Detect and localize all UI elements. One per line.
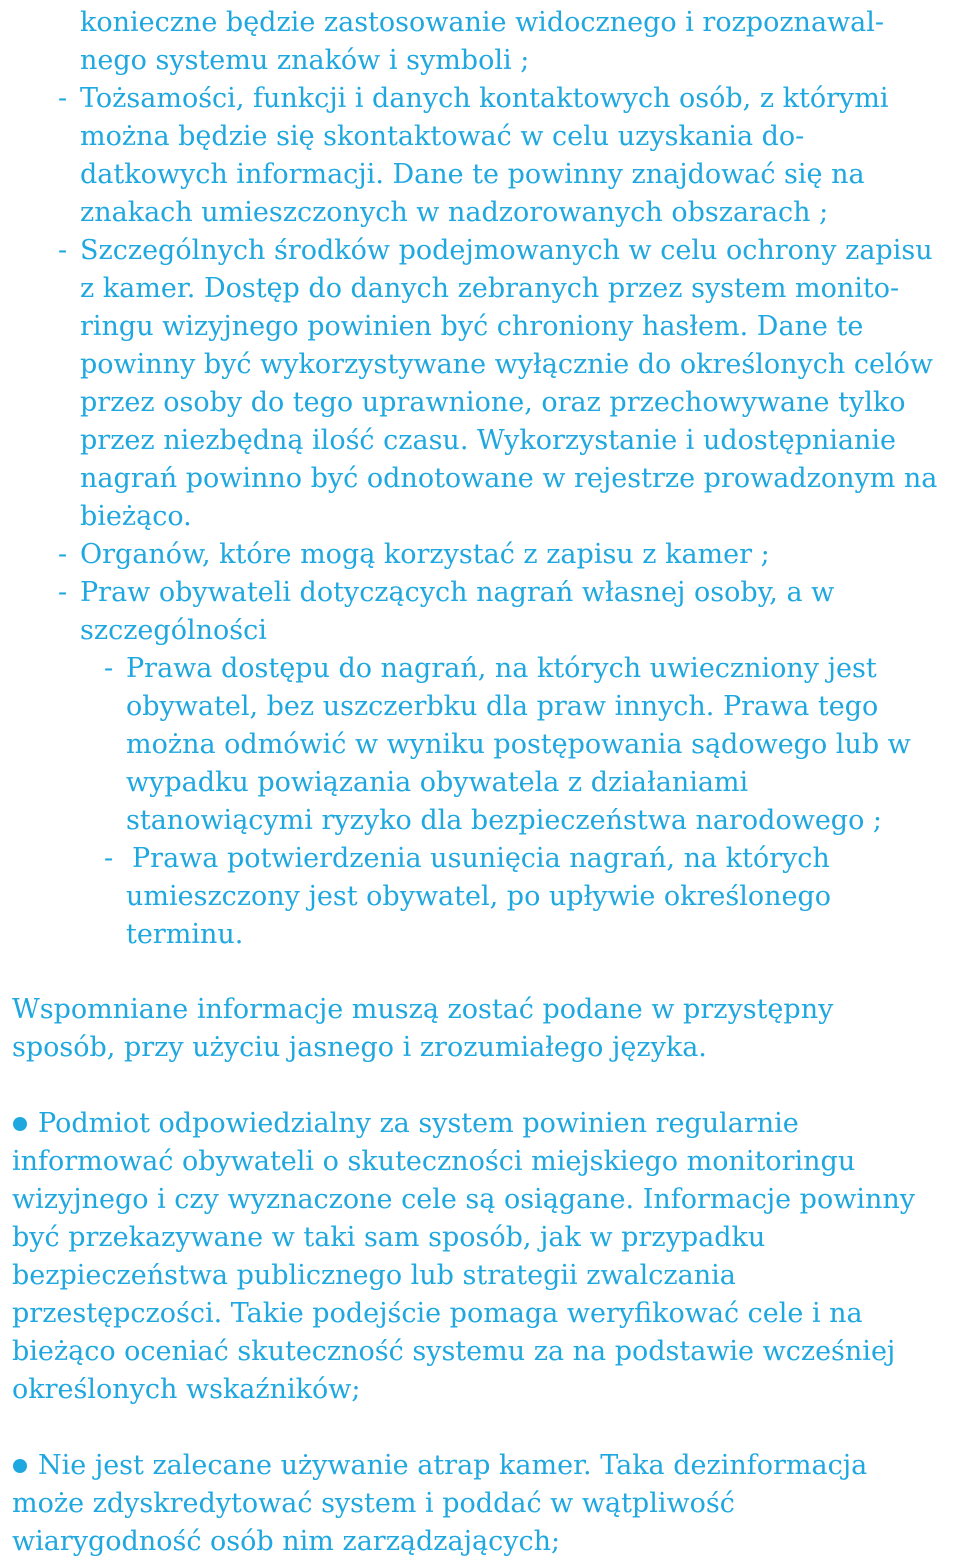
list-item-line: przez osoby do tego uprawnione, oraz przechowywane tylko [80, 387, 906, 418]
bullet-line: wizyjnego i czy wyznaczone cele są osiągane. Informacje powinny [12, 1184, 915, 1215]
list-item-line: nego systemu znaków i symboli ; [80, 45, 530, 76]
bullet-line: być przekazywane w taki sam sposób, jak w przypadku [12, 1222, 766, 1253]
list-item-line: przez niezbędną ilość czasu. Wykorzystanie i udostępnianie [80, 425, 897, 456]
bullet-dot-icon [13, 1459, 27, 1473]
list-item-line: Szczególnych środków podejmowanych w celu ochrony zapisu [80, 235, 933, 266]
sublist-item-line: Prawa dostępu do nagrań, na których uwieczniony jest [126, 653, 877, 684]
list-item-line: z kamer. Dostęp do danych zebranych przez system monito- [80, 273, 900, 304]
bullet-line: bezpieczeństwa publicznego lub strategii zwalczania [12, 1260, 736, 1291]
list-dash: - [58, 83, 68, 114]
list-item-line: ringu wizyjnego powinien być chroniony hasłem. Dane te [80, 311, 864, 342]
paragraph-line: sposób, przy użyciu jasnego i zrozumiałego języka. [12, 1032, 707, 1063]
sublist-item-line: stanowiącymi ryzyko dla bezpieczeństwa narodowego ; [126, 805, 883, 836]
list-dash: - [58, 577, 68, 608]
sublist-item-line: obywatel, bez uszczerbku dla praw innych. Prawa tego [126, 691, 879, 722]
sublist-dash: - [104, 653, 114, 684]
sublist-dash: - [104, 843, 114, 874]
bullet-line: Nie jest zalecane używanie atrap kamer. Taka dezinformacja [38, 1450, 868, 1481]
sublist-item-line: terminu. [126, 919, 244, 950]
paragraph-line: Wspomniane informacje muszą zostać podane w przystępny [12, 994, 834, 1025]
bullet-line: może zdyskredytować system i poddać w wątpliwość [12, 1488, 735, 1519]
list-item-line: nagrań powinno być odnotowane w rejestrze prowadzonym na [80, 463, 938, 494]
list-item-line: Tożsamości, funkcji i danych kontaktowych osób, z którymi [80, 83, 889, 114]
sublist-item-line: można odmówić w wyniku postępowania sądowego lub w [126, 729, 911, 760]
list-dash: - [58, 235, 68, 266]
list-item-line: można będzie się skontaktować w celu uzyskania do- [80, 121, 805, 152]
sublist-item-line: umieszczony jest obywatel, po upływie określonego [126, 881, 832, 912]
bullet-line: Podmiot odpowiedzialny za system powinien regularnie [38, 1108, 799, 1139]
list-item-line: Praw obywateli dotyczących nagrań własnej osoby, a w [80, 577, 835, 608]
list-item-line: szczególności [80, 615, 267, 646]
sublist-item-line: wypadku powiązania obywatela z działaniami [126, 767, 749, 798]
list-item-line: bieżąco. [80, 501, 192, 532]
list-item-line: znakach umieszczonych w nadzorowanych obszarach ; [80, 197, 829, 228]
bullet-line: informować obywateli o skuteczności miejskiego monitoringu [12, 1146, 856, 1177]
bullet-line: wiarygodność osób nim zarządzających; [12, 1526, 561, 1557]
sublist-item-line: Prawa potwierdzenia usunięcia nagrań, na których [132, 843, 830, 874]
list-item-line: datkowych informacji. Dane te powinny znajdować się na [80, 159, 865, 190]
bullet-line: bieżąco oceniać skuteczność systemu za na podstawie wcześniej [12, 1336, 896, 1367]
bullet-dot-icon [13, 1117, 27, 1131]
list-item-line: Organów, które mogą korzystać z zapisu z kamer ; [80, 539, 770, 570]
list-item-line: powinny być wykorzystywane wyłącznie do określonych celów [80, 349, 933, 380]
bullet-line: określonych wskaźników; [12, 1374, 361, 1405]
list-item-line: konieczne będzie zastosowanie widocznego i rozpoznawal- [80, 7, 885, 38]
list-dash: - [58, 539, 68, 570]
bullet-line: przestępczości. Takie podejście pomaga weryfikować cele i na [12, 1298, 863, 1329]
